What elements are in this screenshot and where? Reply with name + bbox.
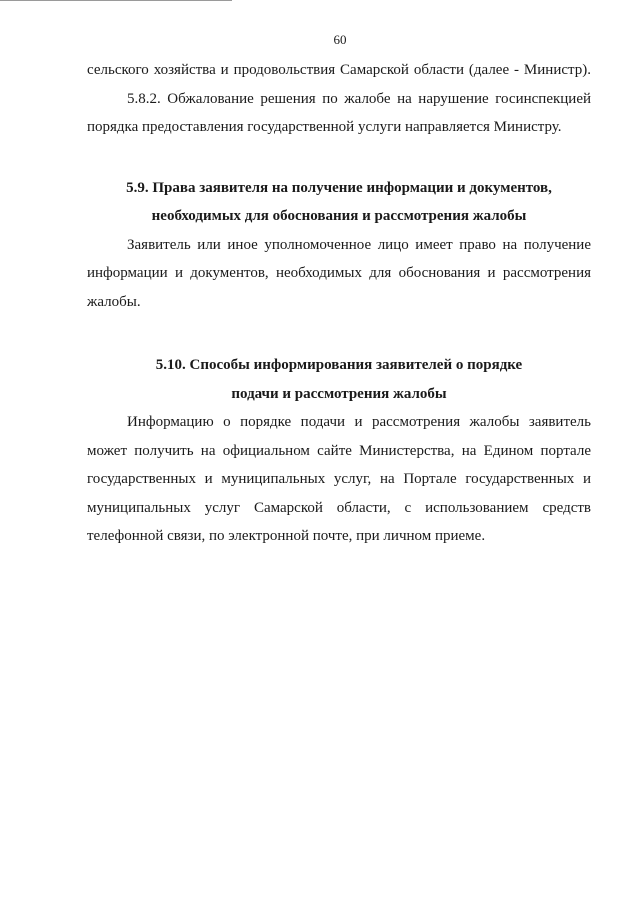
paragraph-5-8-2: 5.8.2. Обжалование решения по жалобе на нарушение госинспекцией порядка предоставления государственной услуги направляется Министру. [87, 90, 591, 135]
section-5-10-heading-line-1: 5.10. Способы информирования заявителей о порядке [155, 357, 523, 373]
section-5-10-heading-line-2: подачи и рассмотрения жалобы [231, 385, 447, 402]
top-divider-line [0, 0, 232, 1]
page-number: 60 [333, 32, 347, 47]
section-5-9-heading-line-1: 5.9. Права заявителя на получение информации и документов, [126, 179, 552, 196]
paragraph-continuation: сельского хозяйства и продовольствия Самарской области (далее - Министр). [87, 62, 591, 78]
section-5-9-heading-line-2: необходимых для обоснования и рассмотрения жалобы [151, 208, 527, 224]
document-body [87, 56, 591, 551]
section-5-9-paragraph: Заявитель или иное уполномоченное лицо имеет право на получение информации и документов, необходимых для обоснования и рассмотрения жалобы. [87, 236, 591, 310]
section-5-10-paragraph: Информацию о порядке подачи и рассмотрения жалобы заявитель может получить на официальном сайте Министерства, на Едином портале государственных и муниципальных услуг, на Портале государственных и муниципальных услуг Самарской области, с использованием средств телефонной связи, по электронной почте, при личном приеме. [87, 414, 591, 544]
section-5-10-heading [87, 351, 591, 408]
section-5-9-heading [87, 174, 591, 231]
